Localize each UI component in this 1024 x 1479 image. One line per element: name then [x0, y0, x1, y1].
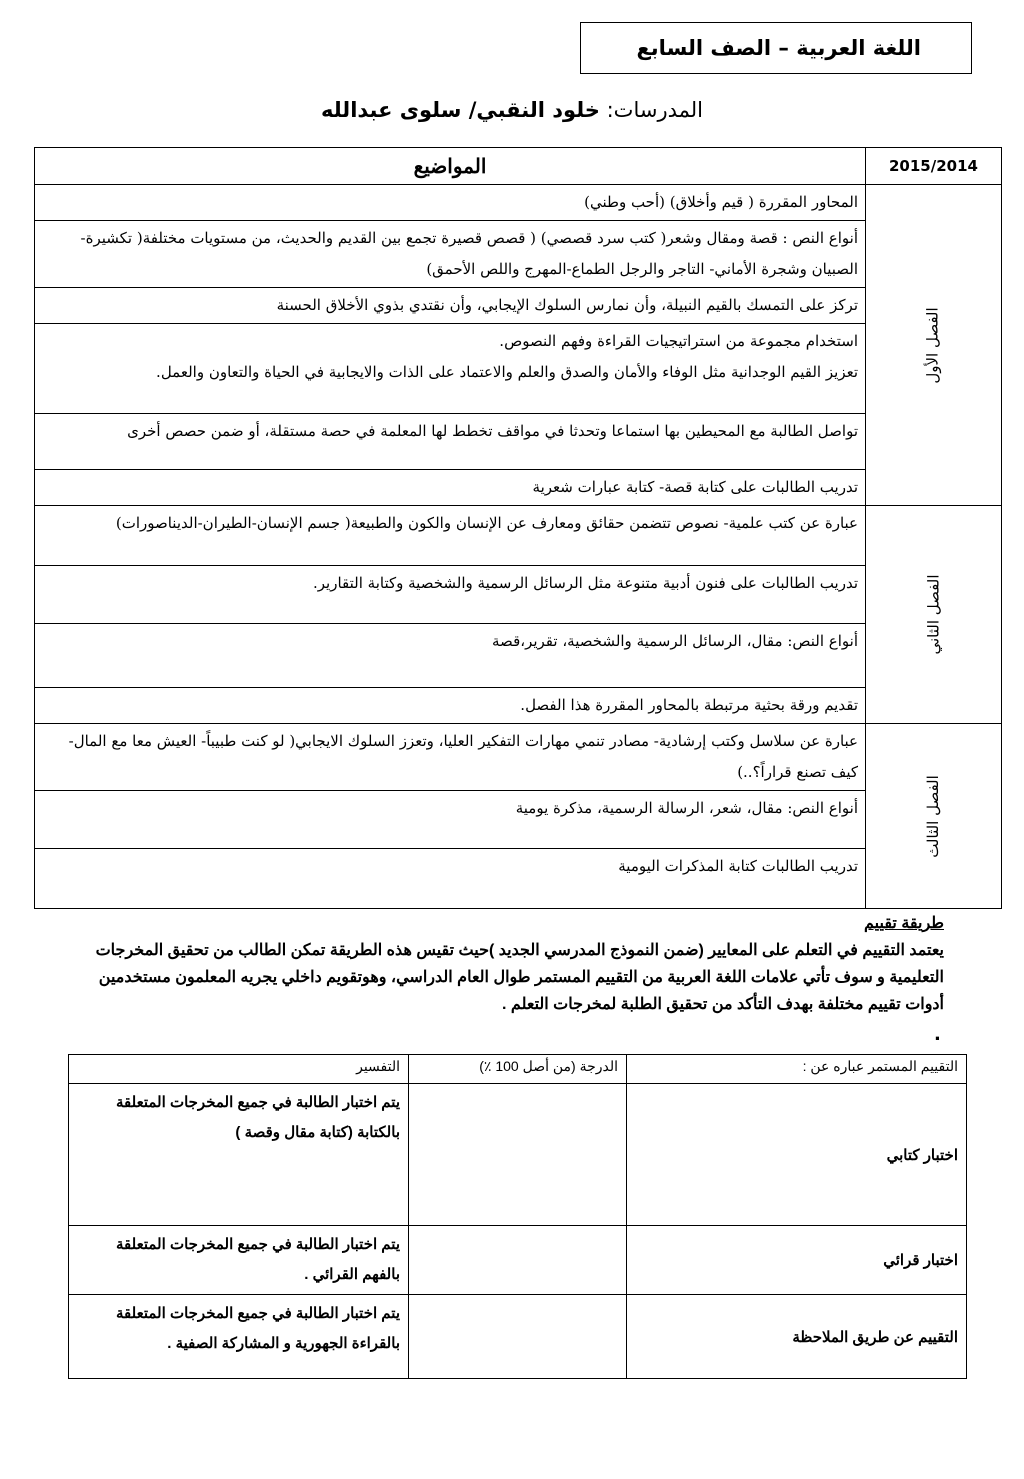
topics-table	[34, 147, 1002, 909]
evaluation-section	[78, 910, 944, 1018]
topic-row	[35, 324, 1002, 414]
topic-row	[35, 724, 1002, 791]
teachers-line	[0, 98, 1024, 122]
assessment-name: التقييم عن طريق الملاحظة	[627, 1295, 967, 1379]
assessment-explanation: يتم اختبار الطالبة في جميع المخرجات المتعلقة بالكتابة (كتابة مقال وقصة )	[69, 1084, 409, 1226]
topic-row	[35, 791, 1002, 849]
semester-cell	[866, 185, 1002, 506]
topic-cell: استخدام مجموعة من استراتيجيات القراءة وفهم النصوص. تعزيز القيم الوجدانية مثل الوفاء والأمان والصدق والعلم والاعتماد على الذات والايجابية في الحياة والتعاون والعمل.	[35, 324, 866, 414]
topic-row	[35, 185, 1002, 221]
assessment-name: اختبار قرائي	[627, 1226, 967, 1295]
document-title-box	[580, 22, 972, 74]
assessment-row	[69, 1295, 967, 1379]
topics-header-row	[35, 148, 1002, 185]
semester-cell	[866, 506, 1002, 724]
semester-label: الفصل الثاني	[923, 574, 942, 655]
topic-row	[35, 688, 1002, 724]
teachers-names: خلود النقبي/ سلوى عبدالله	[321, 98, 600, 122]
topic-cell: أنواع النص : قصة ومقال وشعر( كتب سرد قصصي) ( قصص قصيرة تجمع بين القديم والحديث، من مستويات مختلفة( تكشيرة-الصبيان وشجرة الأماني- التاجر والرجل الطماع-المهرج واللص الأحمق)	[35, 221, 866, 288]
assessment-header-type: التقييم المستمر عباره عن :	[627, 1055, 967, 1084]
semester-label: الفصل الأول	[923, 306, 942, 384]
document-title: اللغة العربية – الصف السابع	[636, 36, 921, 60]
topic-cell: تواصل الطالبة مع المحيطين بها استماعا وتحدثا في مواقف تخطط لها المعلمة في حصة مستقلة، أو ضمن حصص أخرى	[35, 414, 866, 470]
evaluation-title: طريقة تقييم	[864, 915, 944, 932]
topic-row	[35, 566, 1002, 624]
assessment-row	[69, 1084, 967, 1226]
topic-cell: تدريب الطالبات على فنون أدبية متنوعة مثل الرسائل الرسمية والشخصية وكتابة التقارير.	[35, 566, 866, 624]
topic-row	[35, 849, 1002, 909]
topic-cell: المحاور المقررة ( قيم وأخلاق) (أحب وطني)	[35, 185, 866, 221]
assessment-header-row	[69, 1055, 967, 1084]
assessment-row	[69, 1226, 967, 1295]
topic-row	[35, 414, 1002, 470]
topic-row	[35, 221, 1002, 288]
assessment-grade	[409, 1295, 627, 1379]
evaluation-body: يعتمد التقييم في التعلم على المعايير (ضمن النموذج المدرسي الجديد )حيث تقيس هذه الطريقة تمكن الطالب من تحقيق المخرجات التعليمية و سوف تأتي علامات اللغة العربية من التقييم المستمر طوال العام الدراسي، وهوتقويم داخلي يجريه المعلمون مستخدمين أدوات تقييم مختلفة بهدف التأكد من تحقيق الطلبة لمخرجات التعلم .	[95, 942, 944, 1013]
topic-row	[35, 288, 1002, 324]
assessment-header-explanation: التفسير	[69, 1055, 409, 1084]
semester-label: الفصل الثالث	[923, 774, 942, 858]
topic-cell: تدريب الطالبات كتابة المذكرات اليومية	[35, 849, 866, 909]
topic-cell: أنواع النص: مقال، الرسائل الرسمية والشخصية، تقرير،قصة	[35, 624, 866, 688]
year-header: 2015/2014	[866, 148, 1002, 185]
topic-cell: تدريب الطالبات على كتابة قصة- كتابة عبارات شعرية	[35, 470, 866, 506]
assessment-explanation: يتم اختبار الطالبة في جميع المخرجات المتعلقة بالفهم القرائي .	[69, 1226, 409, 1295]
topic-row	[35, 624, 1002, 688]
semester-cell	[866, 724, 1002, 909]
topic-cell: تركز على التمسك بالقيم النبيلة، وأن نمارس السلوك الإيجابي، وأن نقتدي بذوي الأخلاق الحسنة	[35, 288, 866, 324]
evaluation-dot: .	[934, 1024, 941, 1045]
topic-cell: عبارة عن كتب علمية- نصوص تتضمن حقائق ومعارف عن الإنسان والكون والطبيعة( جسم الإنسان-الطيران-الديناصورات)	[35, 506, 866, 566]
topic-row	[35, 470, 1002, 506]
assessment-explanation: يتم اختبار الطالبة في جميع المخرجات المتعلقة بالقراءة الجهورية و المشاركة الصفية .	[69, 1295, 409, 1379]
assessment-grade	[409, 1226, 627, 1295]
assessment-header-grade: الدرجة (من أصل 100 ٪)	[409, 1055, 627, 1084]
topics-heading: المواضيع	[35, 148, 866, 185]
teachers-label: المدرسات:	[606, 98, 703, 122]
topic-cell: أنواع النص: مقال، شعر، الرسالة الرسمية، مذكرة يومية	[35, 791, 866, 849]
assessment-table	[68, 1054, 967, 1379]
assessment-name: اختبار كتابي	[627, 1084, 967, 1226]
topic-row	[35, 506, 1002, 566]
topic-cell: عبارة عن سلاسل وكتب إرشادية- مصادر تنمي مهارات التفكير العليا، وتعزز السلوك الايجابي( لو كنت طبيباً- العيش معا مع المال-كيف تصنع قراراً؟..)	[35, 724, 866, 791]
topic-cell: تقديم ورقة بحثية مرتبطة بالمحاور المقررة هذا الفصل.	[35, 688, 866, 724]
assessment-grade	[409, 1084, 627, 1226]
